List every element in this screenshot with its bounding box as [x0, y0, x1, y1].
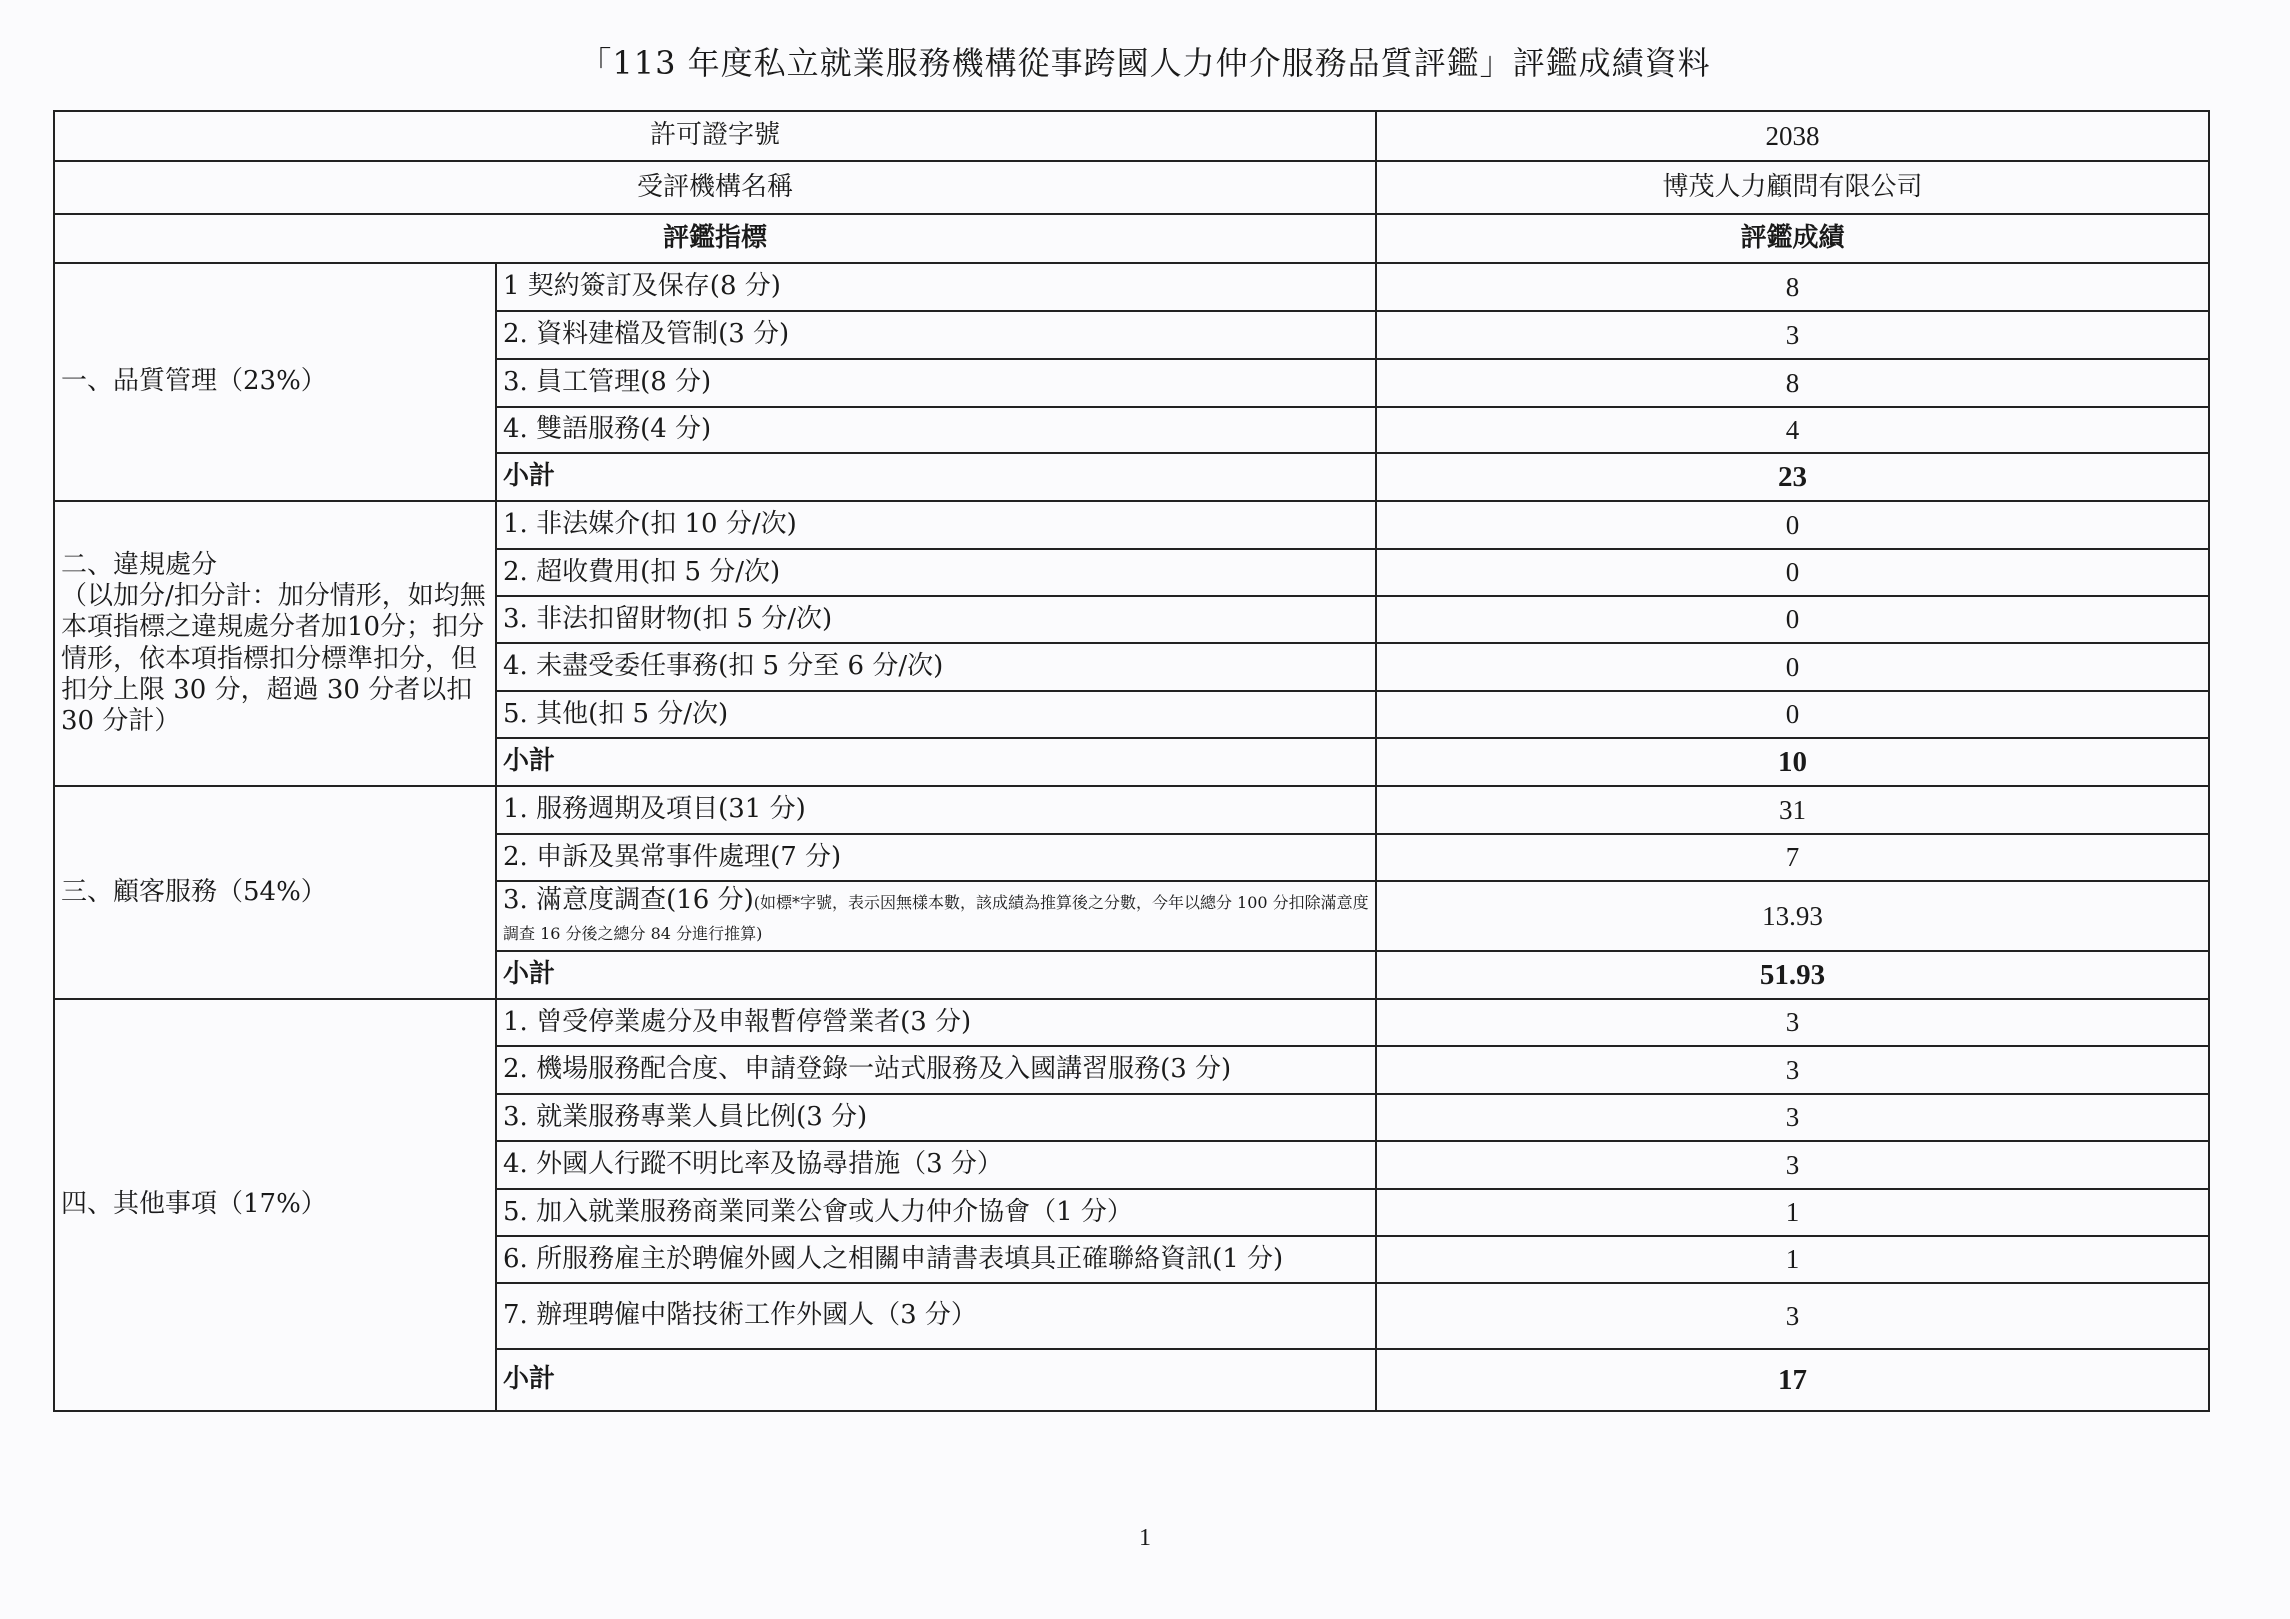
group-customer-service: 三、顧客服務（54%） [54, 786, 496, 999]
indicator-score: 0 [1376, 501, 2209, 549]
table-row [54, 786, 2209, 834]
indicator-score: 0 [1376, 596, 2209, 643]
indicator-label: 3. 滿意度調查(16 分) [503, 884, 754, 915]
table-row [54, 263, 2209, 311]
indicator-label: 2. 超收費用(扣 5 分/次) [496, 549, 1376, 596]
indicator-label: 1. 非法媒介(扣 10 分/次) [496, 501, 1376, 549]
indicator-score: 13.93 [1376, 881, 2209, 951]
page-number: 1 [1139, 1525, 1151, 1551]
group-quality-management: 一、品質管理（23%） [54, 263, 496, 501]
indicator-label-with-note [496, 881, 1376, 951]
indicator-score: 1 [1376, 1236, 2209, 1283]
subtotal-label: 小計 [496, 738, 1376, 786]
indicator-label: 2. 申訴及異常事件處理(7 分) [496, 834, 1376, 881]
indicator-label: 1. 曾受停業處分及申報暫停營業者(3 分) [496, 999, 1376, 1046]
indicator-score: 0 [1376, 691, 2209, 738]
indicator-label: 3. 員工管理(8 分) [496, 359, 1376, 407]
evaluation-score-table [53, 110, 2210, 1412]
group-other-matters: 四、其他事項（17%） [54, 999, 496, 1411]
subtotal-score: 51.93 [1376, 951, 2209, 999]
indicator-score: 3 [1376, 1046, 2209, 1094]
indicator-score: 3 [1376, 1141, 2209, 1189]
document-title: 「113 年度私立就業服務機構從事跨國人力仲介服務品質評鑑」評鑑成績資料 [579, 44, 1711, 82]
org-value: 博茂人力顧問有限公司 [1376, 161, 2209, 214]
indicator-label: 1. 服務週期及項目(31 分) [496, 786, 1376, 834]
indicator-score: 1 [1376, 1189, 2209, 1236]
indicator-score: 7 [1376, 834, 2209, 881]
org-row [54, 161, 2209, 214]
indicator-score: 31 [1376, 786, 2209, 834]
indicator-label: 3. 非法扣留財物(扣 5 分/次) [496, 596, 1376, 643]
indicator-label: 1 契約簽訂及保存(8 分) [496, 263, 1376, 311]
license-label: 許可證字號 [54, 111, 1376, 161]
indicator-label: 2. 資料建檔及管制(3 分) [496, 311, 1376, 359]
indicator-label: 4. 未盡受委任事務(扣 5 分至 6 分/次) [496, 643, 1376, 691]
indicator-label: 6. 所服務雇主於聘僱外國人之相關申請書表填具正確聯絡資訊(1 分) [496, 1236, 1376, 1283]
indicator-score: 3 [1376, 1283, 2209, 1349]
indicator-label: 3. 就業服務專業人員比例(3 分) [496, 1094, 1376, 1141]
indicator-score: 0 [1376, 549, 2209, 596]
subtotal-label: 小計 [496, 951, 1376, 999]
indicator-label: 5. 加入就業服務商業同業公會或人力仲介協會（1 分） [496, 1189, 1376, 1236]
subtotal-score: 17 [1376, 1349, 2209, 1411]
subtotal-score: 10 [1376, 738, 2209, 786]
indicator-score: 8 [1376, 359, 2209, 407]
table-row [54, 999, 2209, 1046]
license-value: 2038 [1376, 111, 2209, 161]
subtotal-label: 小計 [496, 453, 1376, 501]
indicator-label: 4. 外國人行蹤不明比率及協尋措施（3 分） [496, 1141, 1376, 1189]
subtotal-score: 23 [1376, 453, 2209, 501]
indicator-label: 4. 雙語服務(4 分) [496, 407, 1376, 453]
indicator-score: 3 [1376, 311, 2209, 359]
indicator-score: 4 [1376, 407, 2209, 453]
table-row [54, 501, 2209, 549]
indicator-label: 2. 機場服務配合度、申請登錄一站式服務及入國講習服務(3 分) [496, 1046, 1376, 1094]
indicator-label: 5. 其他(扣 5 分/次) [496, 691, 1376, 738]
group-title: 二、違規處分 [61, 549, 218, 580]
indicator-score: 8 [1376, 263, 2209, 311]
indicator-note: (如標*字號，表示因無樣本數，該成績為推算後之分數，今年以總分 100 分扣除滿意度調查 16 分後之總分 84 分進行推算) [503, 892, 1369, 943]
group-description: （以加分/扣分計：加分情形，如均無本項指標之違規處分者加10分；扣分情形，依本項指標扣分標準扣分，但扣分上限 30 分，超過 30 分者以扣 30 分計） [61, 581, 486, 736]
indicator-header: 評鑑指標 [54, 214, 1376, 263]
indicator-score: 3 [1376, 999, 2209, 1046]
indicator-score: 3 [1376, 1094, 2209, 1141]
score-header: 評鑑成績 [1376, 214, 2209, 263]
indicator-score: 0 [1376, 643, 2209, 691]
column-header-row [54, 214, 2209, 263]
license-row [54, 111, 2209, 161]
group-violation-penalty [54, 501, 496, 786]
org-label: 受評機構名稱 [54, 161, 1376, 214]
indicator-label: 7. 辦理聘僱中階技術工作外國人（3 分） [496, 1283, 1376, 1349]
subtotal-label: 小計 [496, 1349, 1376, 1411]
